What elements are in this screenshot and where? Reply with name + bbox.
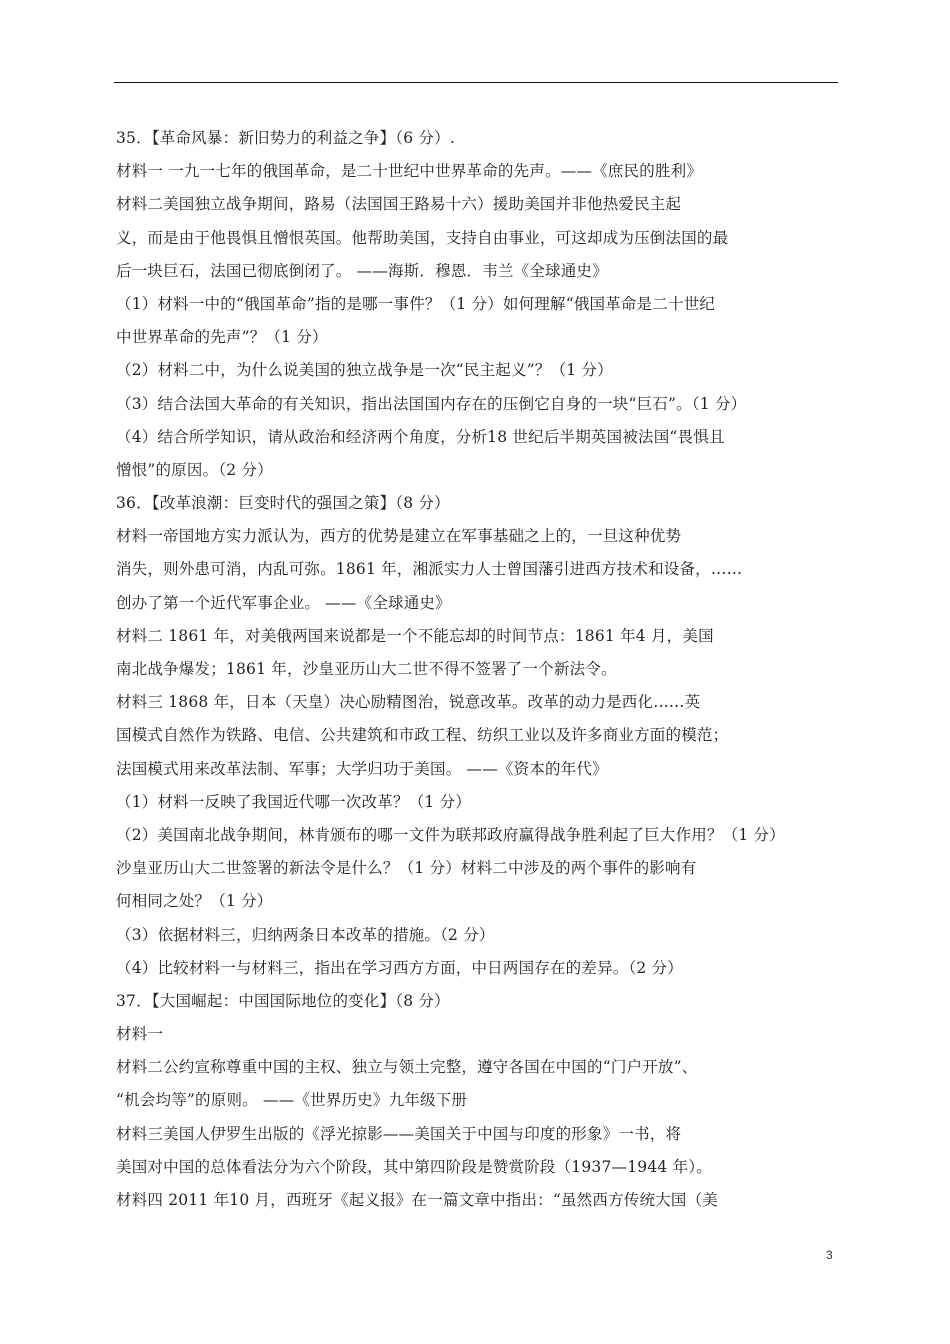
- text-line: 国模式自然作为铁路、电信、公共建筑和市政工程、纺织工业以及许多商业方面的模范；: [116, 726, 729, 745]
- text-line: “机会均等”的原则。 ——《世界历史》九年级下册: [116, 1091, 468, 1110]
- text-line: 材料三美国人伊罗生出版的《浮光掠影——美国关于中国与印度的形象》一书，将: [116, 1124, 682, 1143]
- text-line: 创办了第一个近代军事企业。 ——《全球通史》: [116, 593, 451, 612]
- text-line: 美国对中国的总体看法分为六个阶段，其中第四阶段是赞赏阶段（1937—1944 年）。: [116, 1157, 712, 1176]
- text-line: 消失，则外患可消，内乱可弥。1861 年，湘派实力人士曾国藩引进西方技术和设备，……: [116, 560, 743, 579]
- text-line: 南北战争爆发；1861 年，沙皇亚历山大二世不得不签署了一个新法令。: [116, 660, 617, 678]
- text-line: （1）材料一反映了我国近代哪一次改革？（1 分）: [116, 792, 471, 811]
- text-line: 义，而是由于他畏惧且憎恨英国。他帮助美国，支持自由事业，可这却成为压倒法国的最: [116, 228, 729, 247]
- text-line: 材料一帝国地方实力派认为，西方的优势是建立在军事基础之上的，一旦这种优势: [116, 527, 682, 546]
- text-line: 材料二 1861 年，对美俄两国来说都是一个不能忘却的时间节点：1861 年4 月，美国: [116, 626, 714, 645]
- document-body: [116, 122, 836, 1217]
- text-line: 材料二美国独立战争期间，路易（法国国王路易十六）援助美国并非他热爱民主起: [116, 195, 682, 214]
- question-37-heading: 37．【大国崛起：中国国际地位的变化】（8 分）: [116, 991, 450, 1010]
- text-line: 中世界革命的先声”？（1 分）: [116, 328, 328, 347]
- text-line: 何相同之处？（1 分）: [116, 892, 273, 911]
- page-number: 3: [826, 1248, 833, 1262]
- question-35-heading: 35．【革命风暴：新旧势力的利益之争】（6 分）.: [116, 129, 455, 147]
- text-line: 材料一 一九一七年的俄国革命，是二十世纪中世界革命的先声。——《庶民的胜利》: [116, 162, 703, 181]
- header-rule: [114, 82, 838, 83]
- text-line: （2）美国南北战争期间，林肯颁布的哪一文件为联邦政府赢得战争胜利起了巨大作用？（1 分）: [116, 825, 785, 844]
- text-line: 沙皇亚历山大二世签署的新法令是什么？（1 分）材料二中涉及的两个事件的影响有: [116, 859, 697, 878]
- text-line: 憎恨”的原因。（2 分）: [116, 460, 273, 479]
- text-line: （3）结合法国大革命的有关知识，指出法国国内存在的压倒它自身的一块“巨石”。（1 分）: [116, 394, 747, 413]
- text-line: （1）材料一中的“俄国革命”指的是哪一事件？（1 分）如何理解“俄国革命是二十世纪: [116, 294, 716, 313]
- text-line: 法国模式用来改革法制、军事；大学归功于美国。 ——《资本的年代》: [116, 759, 608, 778]
- text-line: （4）比较材料一与材料三，指出在学习西方方面，中日两国存在的差异。（2 分）: [116, 958, 684, 977]
- text-line: 后一块巨石，法国已彻底倒闭了。 ——海斯．穆恩．韦兰《全球通史》: [116, 261, 608, 280]
- text-line: 材料一: [116, 1025, 164, 1044]
- text-line: （3）依据材料三，归纳两条日本改革的措施。（2 分）: [116, 925, 495, 944]
- text-line: 材料二公约宣称尊重中国的主权、独立与领土完整，遵守各国在中国的“门户开放”、: [116, 1058, 698, 1077]
- text-line: 材料三 1868 年，日本（天皇）决心励精图治，锐意改革。改革的动力是西化……英: [116, 693, 701, 712]
- text-line: （2）材料二中，为什么说美国的独立战争是一次“民主起义”？（1 分）: [116, 361, 613, 380]
- question-36-heading: 36．【改革浪潮：巨变时代的强国之策】（8 分）: [116, 494, 450, 513]
- text-line: 材料四 2011 年10 月，西班牙《起义报》在一篇文章中指出：“虽然西方传统大国（美: [116, 1191, 718, 1209]
- text-line: （4）结合所学知识，请从政治和经济两个角度，分析18 世纪后半期英国被法国“畏惧且: [116, 427, 725, 446]
